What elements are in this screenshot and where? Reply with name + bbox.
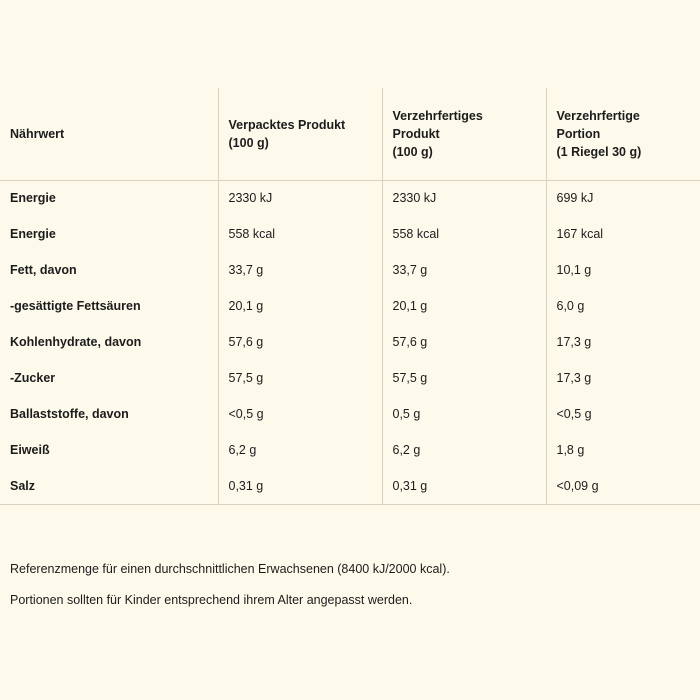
nutrition-table-container [0, 88, 700, 505]
row-value-ready-product: 57,5 g [382, 360, 546, 396]
row-value-ready-product: 558 kcal [382, 216, 546, 252]
header-line: (100 g) [392, 144, 433, 159]
row-value-packaged: 2330 kJ [218, 180, 382, 216]
row-value-ready-portion: 10,1 g [546, 252, 700, 288]
row-value-ready-product: 20,1 g [382, 288, 546, 324]
table-row [0, 324, 700, 360]
row-value-ready-product: 0,5 g [382, 396, 546, 432]
table-body [0, 180, 700, 504]
row-value-packaged: 57,5 g [218, 360, 382, 396]
row-value-ready-product: 6,2 g [382, 432, 546, 468]
row-value-ready-portion: 1,8 g [546, 432, 700, 468]
header-line: Produkt [392, 126, 440, 141]
row-value-ready-product: 57,6 g [382, 324, 546, 360]
row-value-packaged: 20,1 g [218, 288, 382, 324]
row-value-packaged: <0,5 g [218, 396, 382, 432]
row-label: Ballaststoffe, davon [10, 407, 129, 421]
row-value-ready-portion: 167 kcal [546, 216, 700, 252]
table-header [0, 88, 700, 180]
row-value-ready-portion: 699 kJ [546, 180, 700, 216]
header-line: Portion [556, 126, 601, 141]
table-row [0, 360, 700, 396]
row-value-ready-product: 33,7 g [382, 252, 546, 288]
row-value-packaged: 6,2 g [218, 432, 382, 468]
header-cell-nutrient [0, 88, 218, 180]
header-cell-packaged-product [218, 88, 382, 180]
row-value-ready-portion: 17,3 g [546, 360, 700, 396]
table-row [0, 432, 700, 468]
table-row [0, 468, 700, 504]
row-label: Eiweiß [10, 443, 50, 457]
row-value-ready-product: 0,31 g [382, 468, 546, 504]
row-value-ready-portion: 17,3 g [546, 324, 700, 360]
table-row [0, 216, 700, 252]
header-line: Verpacktes Produkt [228, 117, 346, 132]
row-value-packaged: 33,7 g [218, 252, 382, 288]
row-label: Salz [0, 468, 218, 504]
header-line: (1 Riegel 30 g) [556, 144, 642, 159]
row-label: Kohlenhydrate, davon [10, 335, 142, 349]
footnote-children-portions: Portionen sollten für Kinder entsprechend ihrem Alter angepasst werden. [10, 592, 413, 607]
header-line: Verzehrfertige [556, 108, 640, 123]
footnotes [10, 560, 670, 622]
row-label: -Zucker [10, 371, 56, 385]
header-cell-ready-to-eat-product [382, 88, 546, 180]
row-value-ready-portion: 6,0 g [546, 288, 700, 324]
row-value-ready-portion: <0,5 g [546, 396, 700, 432]
table-row [0, 396, 700, 432]
header-row [0, 88, 700, 180]
header-cell-ready-to-eat-portion [546, 88, 700, 180]
header-line: Nährwert [10, 126, 65, 141]
table-row [0, 180, 700, 216]
row-label: -gesättigte Fettsäuren [10, 299, 141, 313]
nutrition-table [0, 88, 700, 505]
row-label: Energie [10, 191, 56, 206]
row-value-packaged: 57,6 g [218, 324, 382, 360]
row-value-ready-portion: <0,09 g [546, 468, 700, 504]
row-value-packaged: 0,31 g [218, 468, 382, 504]
table-row [0, 252, 700, 288]
footnote-reference-intake: Referenzmenge für einen durchschnittlichen Erwachsenen (8400 kJ/2000 kcal). [10, 562, 450, 576]
row-value-packaged: 558 kcal [218, 216, 382, 252]
row-value-ready-product: 2330 kJ [382, 180, 546, 216]
header-line: Verzehrfertiges [392, 108, 483, 123]
header-line: (100 g) [228, 135, 269, 150]
table-row [0, 288, 700, 324]
row-label: Fett, davon [10, 263, 77, 277]
row-label: Energie [10, 227, 56, 241]
